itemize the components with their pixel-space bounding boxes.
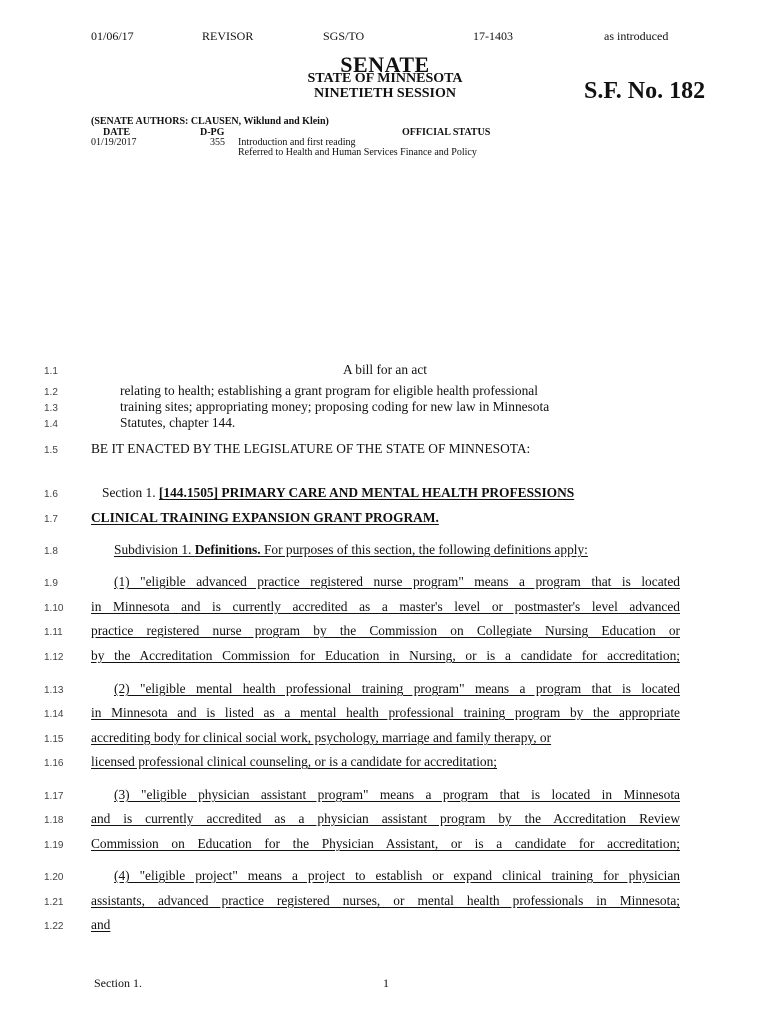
section-label: Section 1. [102,485,156,500]
line-number: 1.3 [44,403,58,414]
line-number: 1.1 [44,366,58,377]
line-number: 1.13 [44,685,64,696]
footer-section: Section 1. [94,976,142,990]
line-number: 1.17 [44,791,64,802]
definition-line: licensed professional clinical counseling, or is a candidate for accreditation; [91,754,498,769]
subdivision-label: Subdivision 1. [114,542,192,557]
definition-line: in Minnesota and is listed as a mental health professional training program by the appropriate [91,705,680,720]
history-row-status-1: Introduction and first reading [238,137,356,148]
page-number: 1 [383,976,389,990]
line-number: 1.11 [44,627,63,638]
section-title: [144.1505] PRIMARY CARE AND MENTAL HEALTH PROFESSIONS [158,485,575,500]
definition-line: assistants, advanced practice registered nurses, or mental health professionals in Minnesota; [91,893,680,908]
definition-line: and is currently accredited as a physician assistant program by the Accreditation Review [91,811,680,826]
line-number: 1.12 [44,652,64,663]
header-revisor: REVISOR [202,29,254,43]
subdivision-title: Definitions. [194,542,261,557]
line-number: 1.20 [44,872,64,883]
header-date: 01/06/17 [91,29,134,43]
definition-line: and [91,917,111,932]
definition-line: practice registered nurse program by the Commission on Collegiate Nursing Education or [91,623,680,638]
line-number: 1.14 [44,709,64,720]
line-number: 1.9 [44,578,58,589]
line-number: 1.15 [44,734,64,745]
senate-authors: (SENATE AUTHORS: CLAUSEN, Wiklund and Klein) [91,116,329,127]
line-number: 1.8 [44,546,58,557]
history-row-dpg: 355 [210,137,225,148]
line-number: 1.6 [44,489,58,500]
bill-title: A bill for an act [342,362,428,377]
definition-line: accrediting body for clinical social work, psychology, marriage and family therapy, or [91,730,552,745]
definition-line: by the Accreditation Commission for Education in Nursing, or is a candidate for accreditation; [91,648,680,663]
section-title-continued: CLINICAL TRAINING EXPANSION GRANT PROGRAM. [91,510,439,525]
line-number: 1.19 [44,840,64,851]
line-number: 1.2 [44,387,58,398]
line-number: 1.5 [44,445,58,456]
line-number: 1.7 [44,514,58,525]
subdivision-heading [114,542,588,558]
file-number: S.F. No. 182 [584,78,706,104]
definition-line: in Minnesota and is currently accredited as a master's level or postmaster's level advanced [91,599,680,614]
definition-line: (4) "eligible project" means a project to establish or expand clinical training for physician [114,868,680,883]
bill-description-line: Statutes, chapter 144. [120,415,236,430]
history-col-dpg: D-PG [200,127,225,138]
senate-title: SENATE [340,52,430,77]
history-col-status: OFFICIAL STATUS [402,127,491,138]
subdivision-text: For purposes of this section, the following definitions apply: [263,542,588,557]
history-col-date: DATE [103,127,131,138]
bill-description-line: training sites; appropriating money; proposing coding for new law in Minnesota [120,399,550,414]
state-title: STATE OF MINNESOTA [307,71,463,86]
history-row-date: 01/19/2017 [91,137,137,148]
line-number: 1.18 [44,815,64,826]
bill-description-line: relating to health; establishing a grant program for eligible health professional [120,383,538,398]
line-number: 1.21 [44,897,64,908]
line-number: 1.16 [44,758,64,769]
history-row-status-2: Referred to Health and Human Services Finance and Policy [238,147,477,158]
enacting-clause: BE IT ENACTED BY THE LEGISLATURE OF THE STATE OF MINNESOTA: [91,441,531,456]
definition-line: Commission on Education for the Physician Assistant, or is a candidate for accreditation; [91,836,680,851]
header-doc-id: 17-1403 [473,29,513,43]
header-status: as introduced [604,29,669,43]
section-heading [102,485,574,501]
line-number: 1.10 [44,603,64,614]
definition-line: (2) "eligible mental health professional training program" means a program that is located [114,681,680,696]
definition-line: (3) "eligible physician assistant program" means a program that is located in Minnesota [114,787,680,802]
session-title: NINETIETH SESSION [313,86,456,101]
header-initials: SGS/TO [323,29,365,43]
line-number: 1.22 [44,921,64,932]
definition-line: (1) "eligible advanced practice registered nurse program" means a program that is located [114,574,680,589]
line-number: 1.4 [44,419,58,430]
